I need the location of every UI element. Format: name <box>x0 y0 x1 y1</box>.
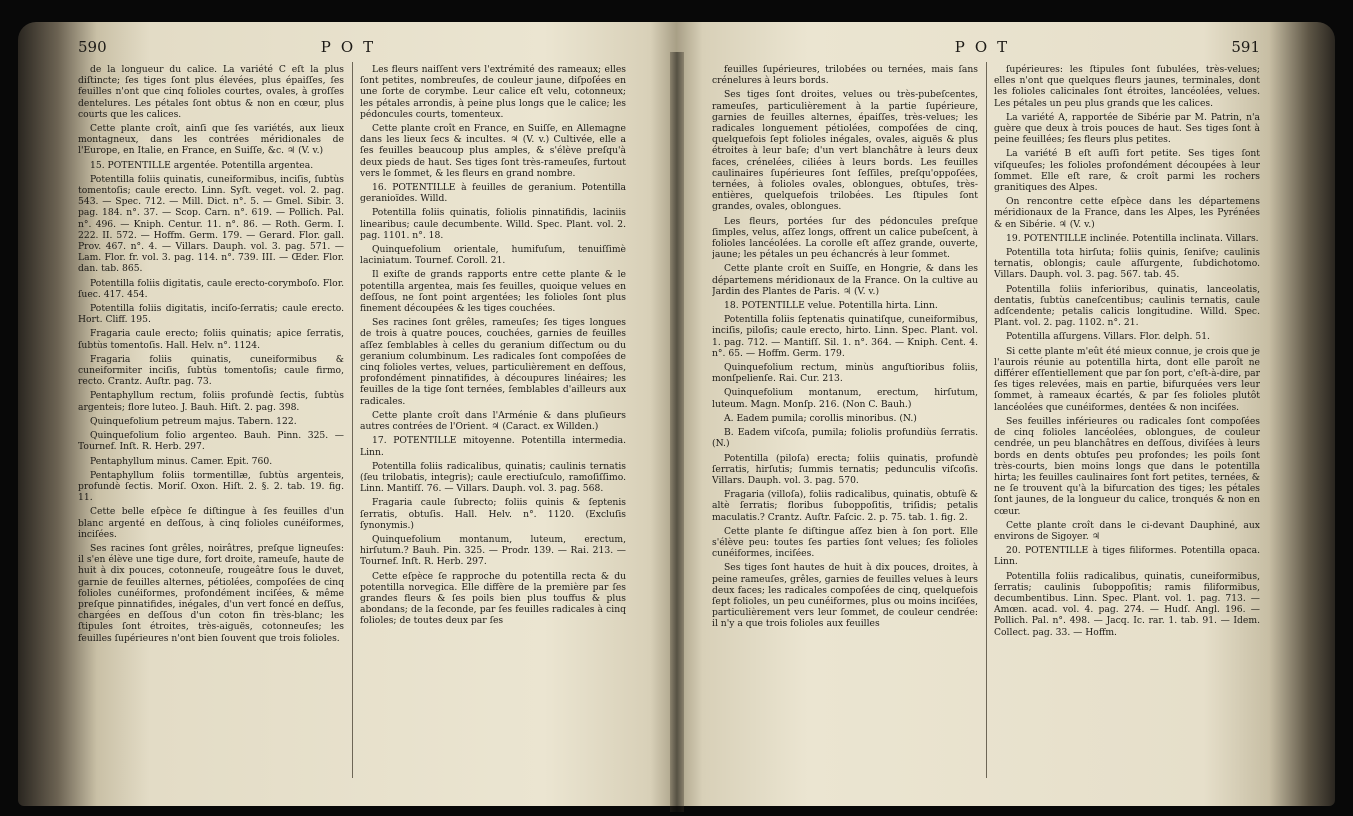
paragraph: La variété B eſt auſſi fort petite. Ses tiges ſont viſqueuſes; les folioles profondément découpées à leur ſommet. Elle eſt rare, & croît parmi les rochers granitiques des Alpes. <box>994 148 1260 194</box>
paragraph: Fragaria foliis quinatis, cuneiformibus & cuneiformiter inciſis, ſubtùs tomentoſis; caule firmo, recto. Crantz. Auſtr. pag. 73. <box>78 353 344 388</box>
left-columns <box>78 64 626 778</box>
paragraph: Pentaphyllum minus. Camer. Epit. 760. <box>90 455 273 467</box>
paragraph: Il exiſte de grands rapports entre cette plante & le potentilla argentea, mais ſes feuilles, quoique velues en deſſous, ne ſont point argentées; les folioles ſont plus finement découpées & les tiges couchées. <box>360 269 626 315</box>
paragraph: 20. POTENTILLE à tiges filiformes. Potentilla opaca. Linn. <box>994 545 1260 568</box>
paragraph: Quinquefolium petreum majus. Tabern. 122. <box>90 415 297 427</box>
paragraph: 17. POTENTILLE mitoyenne. Potentilla intermedia. Linn. <box>360 435 626 458</box>
paragraph: Cette plante croît dans l'Arménie & dans pluſieurs autres contrées de l'Orient. ♃ (Caract. ex Willden.) <box>360 409 626 433</box>
paragraph: ſupérieures: les ſtipules ſont ſubulées, très-velues; elles n'ont que quelques fleurs jaunes, terminales, dont les folioles calicinales ſont étroites, lancéolées, velues. Les pétales un peu plus grands que les calices. <box>994 64 1260 109</box>
paragraph: A. Eadem pumila; corollis minoribus. (N.) <box>724 412 917 424</box>
paragraph: Potentilla (piloſa) erecta; foliis quinatis, profundè ſerratis, hirſutis; ſummis ternatis; pedunculis viſcoſis. Villars. Dauph. vol. 3. pag. 570. <box>712 452 978 486</box>
paragraph: Fragaria (villoſa), foliis radicalibus, quinatis, obtuſè & altè ſerratis; floribus ſuboppoſitis, triſidis; petalis maculatis.? Crantz. Auſtr. Faſcic. 2. p. 75. tab. 1. fig. 2. <box>712 489 978 523</box>
paragraph: 15. POTENTILLE argentée. Potentilla argentea. <box>90 159 314 171</box>
left-running-head <box>78 38 626 62</box>
paragraph: 19. POTENTILLE inclinée. Potentilla inclinata. Villars. <box>1006 232 1259 244</box>
paragraph: Cette plante croît dans le ci-devant Dauphiné, aux environs de Sigoyer. ♃ <box>994 519 1260 542</box>
paragraph: Cette plante croît en France, en Suiſſe, en Allemagne dans les lieux ſecs & incultes. ♃ (V. v.) Cultivée, elle a ſes feuilles beaucoup plus amples, & s'élève preſqu'à deux pieds de haut. Ses tiges ſont très-rameuſes, furtout vers le ſommet, & les fleurs en grand nombre. <box>360 123 626 179</box>
right-column-1 <box>712 64 978 778</box>
paragraph: Fragaria caule erecto; foliis quinatis; apice ſerratis, ſubtùs tomentoſis. Hall. Helv. n°. 1124. <box>78 328 344 351</box>
paragraph: 16. POTENTILLE à feuilles de geranium. Potentilla geranioïdes. Willd. <box>360 182 626 205</box>
paragraph: Ses tiges ſont hautes de huit à dix pouces, droites, à peine rameuſes, grêles, garnies de feuilles velues à leurs deux faces; les radicales compoſées de cinq, quelquefois ſept folioles, un peu cunéiformes, plus ou moins inciſées, particulièrement vers leur ſommet, de couleur cendrée: il n'y a que trois folioles aux feuilles <box>712 562 978 630</box>
paragraph: Ses tiges ſont droites, velues ou très-pubeſcentes, rameuſes, particulièrement à la partie ſupérieure, garnies de feuilles alternes, épaiſſes, très-velues; les radicales longuement pétiolées, compoſées de cinq, quelquefois ſept folioles inégales, ovales, aiguës & plus étroites à leur baſe; d'un vert blanchâtre à leurs deux faces, crénelées, ciliées à leurs bords. Les feuilles caulinaires ſupérieures ſont ſeſſiles, preſqu'oppoſées, ternées, à folioles ovales, oblongues, obtuſes, très-entières, quelquefois trilobées. Les ſtipules ſont grandes, ovales, oblongues. <box>712 89 978 213</box>
book-gutter <box>670 52 684 812</box>
paragraph: Fragaria caule ſubrecto; foliis quinis & ſeptenis ſerratis, obtuſis. Hall. Helv. n°. 1120. (Excluſis ſynonymis.) <box>360 497 626 531</box>
paragraph: Quinquefolium orientale, humifuſum, tenuiſſimè laciniatum. Tournef. Coroll. 21. <box>360 244 626 267</box>
paragraph: B. Eadem viſcoſa, pumila; foliolis profundiùs ſerratis. (N.) <box>712 427 978 450</box>
left-column-2 <box>360 64 626 778</box>
paragraph: Potentilla aſſurgens. Villars. Flor. delph. 51. <box>1006 331 1210 343</box>
paragraph: Ses racines ſont grêles, noirâtres, preſque ligneuſes: il s'en élève une tige dure, fort droite, rameuſe, haute de huit à dix pouces, cotonneuſe, rougeâtre ſous le duvet, garnie de feuilles alternes, pétiolées, compoſées de cinq folioles cunéiformes, profondément inciſées, & même preſque pinnatifides, inégales, d'un vert foncé en deſſus, chargées en deſſous d'un coton fin très-blanc; les ſtipules ſont étroites, très-aiguës, cotonneuſes; les feuilles ſupérieures n'ont bien ſouvent que trois folioles. <box>78 542 344 644</box>
paragraph: Cette plante croît en Suiſſe, en Hongrie, & dans les départemens méridionaux de la France. On la cultive au Jardin des Plantes de Paris. ♃ (V. v.) <box>712 263 978 297</box>
left-page <box>78 38 626 778</box>
paragraph: Les fleurs, portées ſur des pédoncules preſque ſimples, velus, aſſez longs, offrent un calice pubeſcent, à folioles lancéolées. La corolle eſt aſſez grande, ouverte, jaune; les pétales un peu échancrés à leur ſommet. <box>712 215 978 261</box>
paragraph: feuilles ſupérieures, trilobées ou ternées, mais ſans crénelures à leurs bords. <box>712 64 978 87</box>
paragraph: Cette plante croît, ainſi que ſes variétés, aux lieux montagneux, dans les contrées méridionales de l'Europe, en Italie, en France, en Suiſſe, &c. ♃ (V. v.) <box>78 123 344 157</box>
right-page-number: 591 <box>1231 38 1260 56</box>
paragraph: Potentilla foliis quinatis, foliolis pinnatifidis, laciniis linearibus; caule decumbente. Willd. Spec. Plant. vol. 2. pag. 1101. n°. 18. <box>360 207 626 241</box>
right-column-2 <box>994 64 1260 778</box>
paragraph: Cette plante ſe diſtingue aſſez bien à ſon port. Elle s'élève peu: toutes ſes parties ſont velues; ſes folioles cunéiformes, inciſées. <box>712 525 978 560</box>
paragraph: Pentaphyllum rectum, foliis profundè ſectis, ſubtùs argenteis; flore luteo. J. Bauh. Hiſt. 2. pag. 398. <box>78 390 344 413</box>
paragraph: Potentilla foliis inferioribus, quinatis, lanceolatis, dentatis, ſubtùs caneſcentibus; caulinis ternatis, caule adſcendente; petalis calicis longitudine. Willd. Spec. Plant. vol. 2. pag. 1102. n°. 21. <box>994 283 1260 329</box>
left-column-1 <box>78 64 344 778</box>
left-page-number: 590 <box>78 38 107 56</box>
paragraph: Potentilla foliis radicalibus, quinatis; caulinis ternatis (ſeu trilobatis, integris); caule erectiuſculo, ramoſiſſimo. Linn. Mantiſſ. 76. — Villars. Dauph. vol. 3. pag. 568. <box>360 460 626 495</box>
paragraph: Si cette plante m'eût été mieux connue, je crois que je l'aurois réunie au potentilla hirta, dont elle paroît ne différer eſſentiellement que par ſon port, c'eſt-à-dire, par ſes tiges relevées, mais en partie, bifurquées vers leur ſommet, à rameaux écartés, & par ſes folioles plutôt lancéolées que cunéiformes, dentées & non inciſées. <box>994 345 1260 413</box>
paragraph: de la longueur du calice. La variété C eſt la plus diſtincte; ſes tiges ſont plus élevées, plus épaiſſes, ſes feuilles n'ont que cinq folioles courtes, ovales, à groſſes dentelures. Les pétales ſont obtus & non en cœur, plus courts que les calices. <box>78 64 344 120</box>
paragraph: Quinquefolium folio argenteo. Bauh. Pinn. 325. — Tournef. Inſt. R. Herb. 297. <box>78 430 344 453</box>
paragraph: Potentilla foliis ſeptenatis quinatiſque, cuneiformibus, inciſis, piloſis; caule erecto, hirto. Linn. Spec. Plant. vol. 1. pag. 712. — Mantiſſ. Sil. 1. n°. 364. — Kniph. Cent. 4. n°. 65. — Hoffm. Germ. 179. <box>712 314 978 359</box>
paragraph: Potentilla foliis quinatis, cuneiformibus, inciſis, ſubtùs tomentoſis; caule erecto. Linn. Syſt. veget. vol. 2. pag. 543. — Spec. 712. — Mill. Dict. n°. 5. — Gmel. Sibir. 3. pag. 184. n°. 37. — Scop. Carn. n°. 619. — Pollich. Pal. n°. 496. — Kniph. Centur. 11. n°. 86. — Roth. Germ. I. 222. II. 572. — Hoffm. Germ. 179. — Gerard. Flor. gall. Prov. 467. n°. 4. — Villars. Dauph. vol. 3. pag. 571. — Lam. Flor. fr. vol. 3. pag. 114. n°. 739. III. — Œder. Flor. dan. tab. 865. <box>78 173 344 275</box>
right-columns <box>712 64 1260 778</box>
paragraph: La variété A, rapportée de Sibérie par M. Patrin, n'a guère que deux à trois pouces de haut. Ses tiges ſont à peine feuillées; ſes fleurs plus petites. <box>994 111 1260 146</box>
paragraph: Ses racines ſont grêles, rameuſes; ſes tiges longues de trois à quatre pouces, couchées, garnies de feuilles aſſez ſemblables à celles du geranium diſſectum ou du geranium columbinum. Les radicales ſont compoſées de cinq folioles vertes, velues, particulièrement en deſſous, profondément pinnatifides, à découpures linéaires; les feuilles de la tige ſont ternées, ſemblables d'ailleurs aux radicales. <box>360 317 626 407</box>
paragraph: Potentilla tota hirſuta; foliis quinis, ſeniſve; caulinis ternatis, oblongis; caule aſſurgente, ſubdichotomo. Villars. Dauph. vol. 3. pag. 567. tab. 45. <box>994 247 1260 281</box>
left-running-head-text: POT <box>320 38 384 56</box>
right-running-head <box>712 38 1260 62</box>
paragraph: Ses feuilles inférieures ou radicales ſont compoſées de cinq folioles lancéolées, oblongues, de couleur cendrée, un peu blanchâtres en deſſous, diviſées à leurs bords en dents obtuſes peu profondes; les poils ſont très-courts, bien moins longs que dans le potentilla hirta; les feuilles caulinaires ſont fort petites, ternées, & ne ſe trouvent qu'à la bifurcation des tiges; les pétales ſont jaunes, de la longueur du calice, tronqués & non en cœur. <box>994 415 1260 517</box>
paragraph: Potentilla foliis radicalibus, quinatis, cuneiformibus, ſerratis; caulinis ſuboppoſitis; ramis filiformibus, decumbentibus. Linn. Spec. Plant. vol. 1. pag. 713. — Amœn. acad. vol. 4. pag. 274. — Hudſ. Angl. 196. — Pollich. Pal. n°. 498. — Jacq. Ic. rar. 1. tab. 91. — Idem. Collect. pag. 33. — Hoffm. <box>994 570 1260 638</box>
right-running-head-text: POT <box>954 38 1018 56</box>
paragraph: 18. POTENTILLE velue. Potentilla hirta. Linn. <box>724 300 938 312</box>
paragraph: Quinquefolium rectum, minùs anguſtioribus foliis, monſpelienſe. Rai. Cur. 213. <box>712 362 978 385</box>
paragraph: On rencontre cette eſpèce dans les départemens méridionaux de la France, dans les Alpes, les Pyrénées & en Sibérie. ♃ (V. v.) <box>994 196 1260 230</box>
paragraph: Cette eſpèce ſe rapproche du potentilla recta & du potentilla norvegica. Elle diffère de la première par ſes grandes fleurs & ſes poils bien plus touffus & plus abondans; de la ſeconde, par ſes feuilles radicales à cinq folioles; de toutes deux par ſes <box>360 570 626 627</box>
paragraph: Quinquefolium montanum, luteum, erectum, hirſutum.? Bauh. Pin. 325. — Prodr. 139. — Rai. 213. — Tournef. Inſt. R. Herb. 297. <box>360 533 626 568</box>
paragraph: Les fleurs naiſſent vers l'extrémité des rameaux; elles ſont petites, nombreuſes, de couleur jaune, diſpoſées en une ſorte de corymbe. Leur calice eſt velu, cotonneux; les pétales arrondis, à peine plus longs que le calice; les pédoncules courts, tomenteux. <box>360 64 626 120</box>
paragraph: Cette belle eſpèce ſe diſtingue à ſes feuilles d'un blanc argenté en deſſous, à cinq folioles cunéiformes, inciſées. <box>78 506 344 540</box>
paragraph: Potentilla foliis digitatis, inciſo-ſerratis; caule erecto. Hort. Cliff. 195. <box>78 303 344 326</box>
paragraph: Pentaphyllum foliis tormentillæ, ſubtùs argenteis, profundè ſectis. Moriſ. Oxon. Hiſt. 2. §. 2. tab. 19. fig. 11. <box>78 469 344 504</box>
paragraph: Potentilla foliis digitatis, caule erecto-corymboſo. Flor. ſuec. 417. 454. <box>78 277 344 300</box>
paragraph: Quinquefolium montanum, erectum, hirſutum, luteum. Magn. Monſp. 216. (Non C. Bauh.) <box>712 387 978 410</box>
right-page <box>712 38 1260 778</box>
